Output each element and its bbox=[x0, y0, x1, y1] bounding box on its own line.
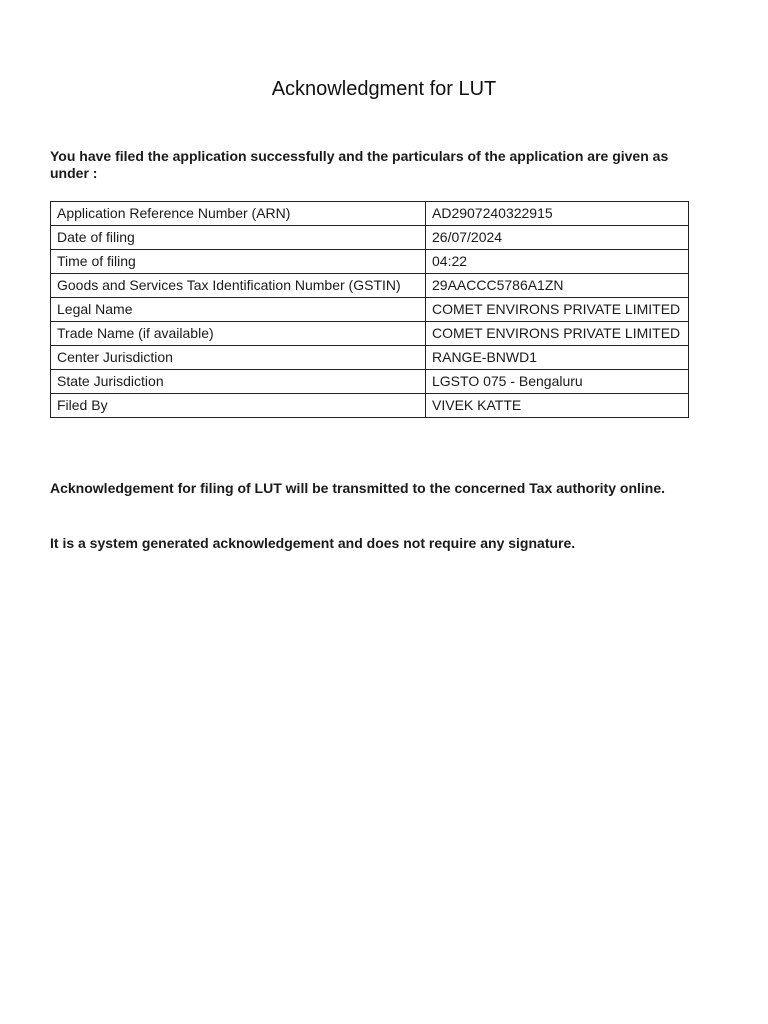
table-row bbox=[51, 202, 689, 226]
row-value: COMET ENVIRONS PRIVATE LIMITED bbox=[426, 322, 689, 346]
table-row bbox=[51, 250, 689, 274]
row-value: 29AACCC5786A1ZN bbox=[426, 274, 689, 298]
table-row bbox=[51, 298, 689, 322]
signature-note: It is a system generated acknowledgement and does not require any signature. bbox=[50, 535, 576, 551]
row-value: 04:22 bbox=[426, 250, 689, 274]
row-label: Filed By bbox=[51, 394, 426, 418]
transmission-note: Acknowledgement for filing of LUT will be transmitted to the concerned Tax authority online. bbox=[50, 480, 666, 496]
table-row bbox=[51, 274, 689, 298]
row-value: RANGE-BNWD1 bbox=[426, 346, 689, 370]
row-label: Time of filing bbox=[51, 250, 426, 274]
row-value: LGSTO 075 - Bengaluru bbox=[426, 370, 689, 394]
intro-text: You have filed the application successfully and the particulars of the application are given as under : bbox=[50, 148, 669, 181]
row-label: Center Jurisdiction bbox=[51, 346, 426, 370]
row-label: Trade Name (if available) bbox=[51, 322, 426, 346]
page-title: Acknowledgment for LUT bbox=[271, 78, 497, 100]
table-row bbox=[51, 226, 689, 250]
row-label: Date of filing bbox=[51, 226, 426, 250]
table-row bbox=[51, 322, 689, 346]
table-row bbox=[51, 370, 689, 394]
row-label: Legal Name bbox=[51, 298, 426, 322]
application-details-table bbox=[50, 201, 689, 418]
table-row bbox=[51, 394, 689, 418]
table-row bbox=[51, 346, 689, 370]
row-value: AD2907240322915 bbox=[426, 202, 689, 226]
row-label: State Jurisdiction bbox=[51, 370, 426, 394]
row-label: Application Reference Number (ARN) bbox=[51, 202, 426, 226]
row-value: 26/07/2024 bbox=[426, 226, 689, 250]
row-value: COMET ENVIRONS PRIVATE LIMITED bbox=[426, 298, 689, 322]
row-value: VIVEK KATTE bbox=[426, 394, 689, 418]
row-label: Goods and Services Tax Identification Number (GSTIN) bbox=[51, 274, 426, 298]
